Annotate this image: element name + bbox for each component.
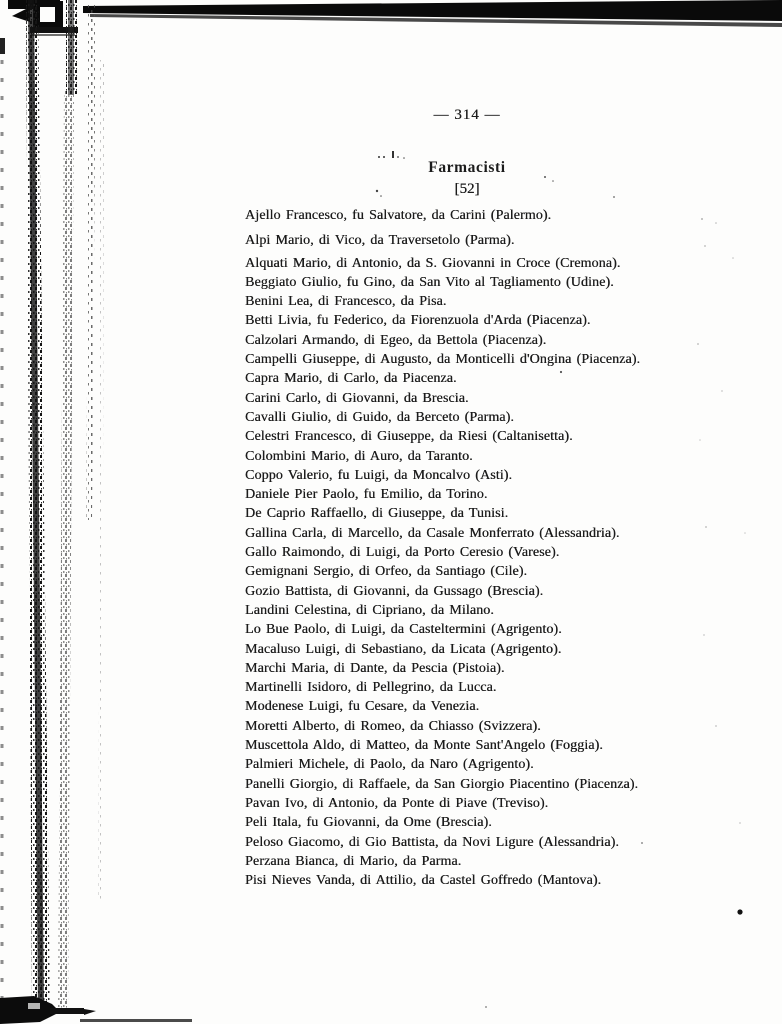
bottom-left-smudge [0,996,192,1024]
section-title: Farmacisti [428,159,506,176]
pharmacist-entry: Calzolari Armando, di Egeo, da Bettola (Piacenza). [245,332,547,348]
pharmacist-entry: Colombini Mario, di Auro, da Taranto. [245,448,473,464]
pharmacist-entry: Coppo Valerio, fu Luigi, da Moncalvo (Asti). [245,467,513,483]
stray-ink-dots [485,909,743,1008]
pharmacist-entry: Cavalli Giulio, di Guido, da Berceto (Parma). [245,409,514,425]
pharmacist-entry: Macaluso Luigi, di Sebastiano, da Licata (Agrigento). [245,641,562,657]
pharmacist-entry: Pavan Ivo, di Antonio, da Ponte di Piave (Treviso). [245,795,549,811]
pharmacist-list [245,206,690,890]
pharmacist-entry: Betti Livia, fu Federico, da Fiorenzuola d'Arda (Piacenza). [245,313,591,329]
page-edge-wedge [83,0,782,27]
pharmacist-entry: Gozio Battista, di Giovanni, da Gussago (Brescia). [245,583,544,599]
pharmacist-entry: Daniele Pier Paolo, fu Emilio, da Torino. [245,487,488,503]
pharmacist-entry: Peli Itala, fu Giovanni, da Ome (Brescia). [245,815,492,831]
pharmacist-entry: Beggiato Giulio, fu Gino, da San Vito al Tagliamento (Udine). [245,274,614,290]
pharmacist-entry: Moretti Alberto, di Romeo, da Chiasso (Svizzera). [245,718,541,734]
pharmacist-entry: Perzana Bianca, di Mario, da Parma. [245,853,462,869]
pharmacist-entry: Martinelli Isidoro, di Pellegrino, da Lucca. [245,680,497,696]
pharmacist-entry: Modenese Luigi, fu Cesare, da Venezia. [245,699,480,715]
pharmacist-entry: Benini Lea, di Francesco, da Pisa. [245,294,447,310]
binding-corner-clip [0,0,78,54]
pharmacist-entry: Marchi Maria, di Dante, da Pescia (Pistoia). [245,660,505,676]
section-number: [52] [454,181,480,197]
pharmacist-entry: Gallo Raimondo, di Luigi, da Porto Ceresio (Varese). [245,545,560,561]
pharmacist-entry: Alquati Mario, di Antonio, da S. Giovanni in Croce (Cremona). [245,255,621,271]
pharmacist-entry: Alpi Mario, di Vico, da Traversetolo (Parma). [245,233,515,249]
pharmacist-entry: Campelli Giuseppe, di Augusto, da Monticelli d'Ongina (Piacenza). [245,352,641,368]
pharmacist-entry: Gemignani Sergio, di Orfeo, da Santiago (Cile). [245,564,528,580]
pharmacist-entry: Palmieri Michele, di Paolo, da Naro (Agrigento). [245,757,534,773]
page-number: — 314 — [433,107,501,123]
pharmacist-entry: Muscettola Aldo, di Matteo, da Monte Sant'Angelo (Foggia). [245,738,603,754]
pharmacist-entry: Lo Bue Paolo, di Luigi, da Casteltermini (Agrigento). [245,622,562,638]
pharmacist-entry: Panelli Giorgio, di Raffaele, da San Giorgio Piacentino (Piacenza). [245,776,639,792]
pharmacist-entry: Carini Carlo, di Giovanni, da Brescia. [245,390,469,406]
pharmacist-entry: Landini Celestina, di Cipriano, da Milano. [245,602,494,618]
pharmacist-entry: Ajello Francesco, fu Salvatore, da Carini (Palermo). [245,208,552,223]
pharmacist-entry: Gallina Carla, di Marcello, da Casale Monferrato (Alessandria). [245,525,620,541]
pharmacist-entry: De Caprio Raffaello, di Giuseppe, da Tunisi. [245,506,509,522]
pharmacist-entry: Pisi Nieves Vanda, di Attilio, da Castel Goffredo (Mantova). [245,873,602,889]
pharmacist-entry: Capra Mario, di Carlo, da Piacenza. [245,371,457,387]
pharmacist-entry: Peloso Giacomo, di Gio Battista, da Novi Ligure (Alessandria). [245,834,619,850]
pharmacist-entry: Celestri Francesco, di Giuseppe, da Riesi (Caltanisetta). [245,429,573,445]
binding-shadow-bands [2,0,104,1012]
